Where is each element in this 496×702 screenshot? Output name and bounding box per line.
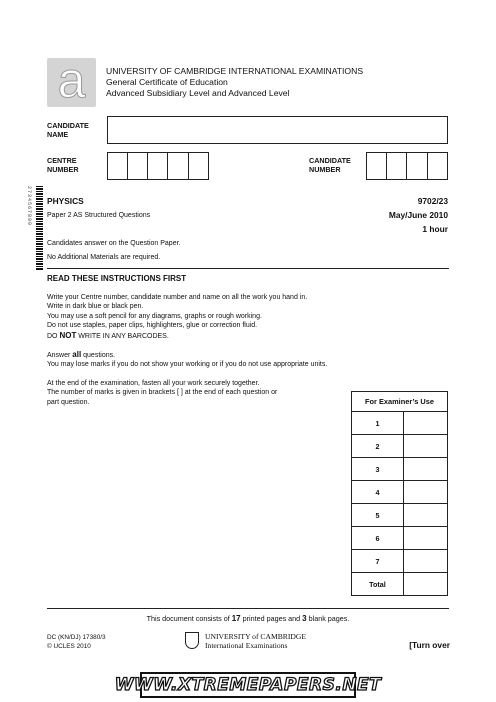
instruction-line: part question. bbox=[47, 398, 90, 406]
instruction-line: The number of marks is given in brackets [ ] at the end of each question or bbox=[47, 389, 278, 397]
cie-logo bbox=[47, 51, 96, 108]
instruction-line: Do not use staples, paper clips, highlighters, glue or correction fluid. bbox=[47, 322, 258, 330]
cambridge-logo-line2: International Examinations bbox=[205, 641, 288, 650]
question-number: 5 bbox=[352, 504, 404, 527]
mark-cell[interactable] bbox=[404, 481, 448, 504]
do-not-emphasis: NOT bbox=[59, 330, 77, 340]
document-page-count bbox=[0, 614, 496, 623]
mark-cell[interactable] bbox=[404, 550, 448, 573]
question-number: 1 bbox=[352, 412, 404, 435]
answer-on-paper: Candidates answer on the Question Paper. bbox=[47, 240, 181, 247]
centre-number-label-line1: CENTRE bbox=[47, 156, 77, 165]
candidate-number-label-line1: CANDIDATE bbox=[309, 156, 351, 165]
instruction-line: Write in dark blue or black pen. bbox=[47, 303, 144, 311]
centre-digit-cell[interactable] bbox=[128, 152, 148, 180]
exam-session: May/June 2010 bbox=[388, 210, 448, 220]
cambridge-logo-text bbox=[205, 632, 306, 650]
mark-cell[interactable] bbox=[404, 412, 448, 435]
instruction-line: You may lose marks if you do not show your working or if you do not use appropriate units. bbox=[47, 361, 328, 369]
subject-title: PHYSICS bbox=[47, 196, 84, 206]
mark-cell[interactable] bbox=[404, 458, 448, 481]
printed-pages-count: 17 bbox=[231, 614, 241, 623]
candidate-digit-cell[interactable] bbox=[366, 152, 387, 180]
do-prefix: DO bbox=[47, 332, 60, 340]
org-name: UNIVERSITY OF CAMBRIDGE INTERNATIONAL EXAMINATIONS bbox=[106, 66, 364, 76]
question-number: 4 bbox=[352, 481, 404, 504]
answer-prefix: Answer bbox=[47, 352, 73, 359]
instruction-line: At the end of the examination, fasten all your work securely together. bbox=[47, 380, 260, 387]
instruction-line: You may use a soft pencil for any diagrams, graphs or rough working. bbox=[47, 312, 262, 320]
candidate-name-label bbox=[47, 121, 89, 139]
candidate-digit-cell[interactable] bbox=[407, 152, 428, 180]
instructions-block-1 bbox=[47, 293, 377, 341]
certificate-name: General Certificate of Education bbox=[106, 77, 228, 87]
candidate-digit-cell[interactable] bbox=[387, 152, 407, 180]
additional-materials: No Additional Materials are required. bbox=[47, 254, 161, 261]
logo-letter: a bbox=[57, 51, 86, 108]
centre-number-field[interactable] bbox=[107, 152, 209, 180]
candidate-number-label-line2: NUMBER bbox=[309, 165, 341, 174]
mark-cell[interactable] bbox=[404, 435, 448, 458]
instructions-block-2 bbox=[47, 350, 407, 370]
page-count-mid: printed pages and bbox=[240, 614, 303, 623]
cambridge-logo-line1: UNIVERSITY of CAMBRIDGE bbox=[205, 632, 306, 641]
candidate-number-field[interactable] bbox=[366, 152, 448, 180]
candidate-name-label-line2: NAME bbox=[47, 130, 69, 139]
examiner-use-table bbox=[351, 391, 448, 596]
divider-bottom bbox=[47, 608, 449, 609]
centre-digit-cell[interactable] bbox=[107, 152, 128, 180]
turn-over: [Turn over bbox=[409, 640, 450, 650]
question-number: 3 bbox=[352, 458, 404, 481]
candidate-name-field[interactable] bbox=[107, 116, 448, 144]
instructions-heading: READ THESE INSTRUCTIONS FIRST bbox=[47, 274, 187, 283]
question-number: 6 bbox=[352, 527, 404, 550]
level-name: Advanced Subsidiary Level and Advanced Level bbox=[106, 88, 290, 98]
instructions-block-3 bbox=[47, 379, 347, 407]
page-count-suffix: blank pages. bbox=[306, 614, 350, 623]
instruction-line: Write your Centre number, candidate number and name on all the work you hand in. bbox=[47, 294, 308, 301]
paper-code: 9702/23 bbox=[417, 196, 448, 206]
centre-digit-cell[interactable] bbox=[168, 152, 189, 180]
total-label: Total bbox=[352, 573, 404, 596]
candidate-name-label-line1: CANDIDATE bbox=[47, 121, 89, 130]
question-number: 7 bbox=[352, 550, 404, 573]
divider-top bbox=[47, 268, 449, 269]
barcode-number: 2734567890 bbox=[26, 186, 32, 227]
blank-pages-count: 3 bbox=[302, 614, 307, 623]
candidate-digit-cell[interactable] bbox=[428, 152, 448, 180]
answer-all-emphasis: all bbox=[72, 350, 82, 359]
instruction-answer-all bbox=[47, 350, 407, 360]
watermark-text: WWW.XTREMEPAPERS.NET bbox=[114, 675, 382, 695]
centre-number-label bbox=[47, 156, 79, 174]
paper-title: Paper 2 AS Structured Questions bbox=[47, 212, 151, 219]
centre-digit-cell[interactable] bbox=[148, 152, 168, 180]
cambridge-crest-icon bbox=[185, 632, 199, 649]
mark-cell[interactable] bbox=[404, 527, 448, 550]
candidate-number-label bbox=[309, 156, 351, 174]
exam-duration: 1 hour bbox=[422, 224, 448, 234]
examiner-table-title: For Examiner’s Use bbox=[352, 392, 448, 412]
total-mark-cell[interactable] bbox=[404, 573, 448, 596]
exam-header bbox=[106, 66, 363, 99]
do-suffix: WRITE IN ANY BARCODES. bbox=[76, 332, 169, 340]
answer-suffix: questions. bbox=[81, 352, 116, 359]
mark-cell[interactable] bbox=[404, 504, 448, 527]
document-ref-code: DC (KN/DJ) 17380/3 bbox=[47, 634, 106, 641]
question-number: 2 bbox=[352, 435, 404, 458]
copyright-notice: © UCLES 2010 bbox=[47, 642, 91, 650]
barcode bbox=[36, 186, 43, 271]
centre-number-label-line2: NUMBER bbox=[47, 165, 79, 174]
instruction-line-barcodes bbox=[47, 331, 377, 341]
page-count-prefix: This document consists of bbox=[146, 614, 232, 623]
document-references bbox=[47, 634, 106, 651]
centre-digit-cell[interactable] bbox=[189, 152, 209, 180]
watermark-banner bbox=[114, 672, 382, 698]
